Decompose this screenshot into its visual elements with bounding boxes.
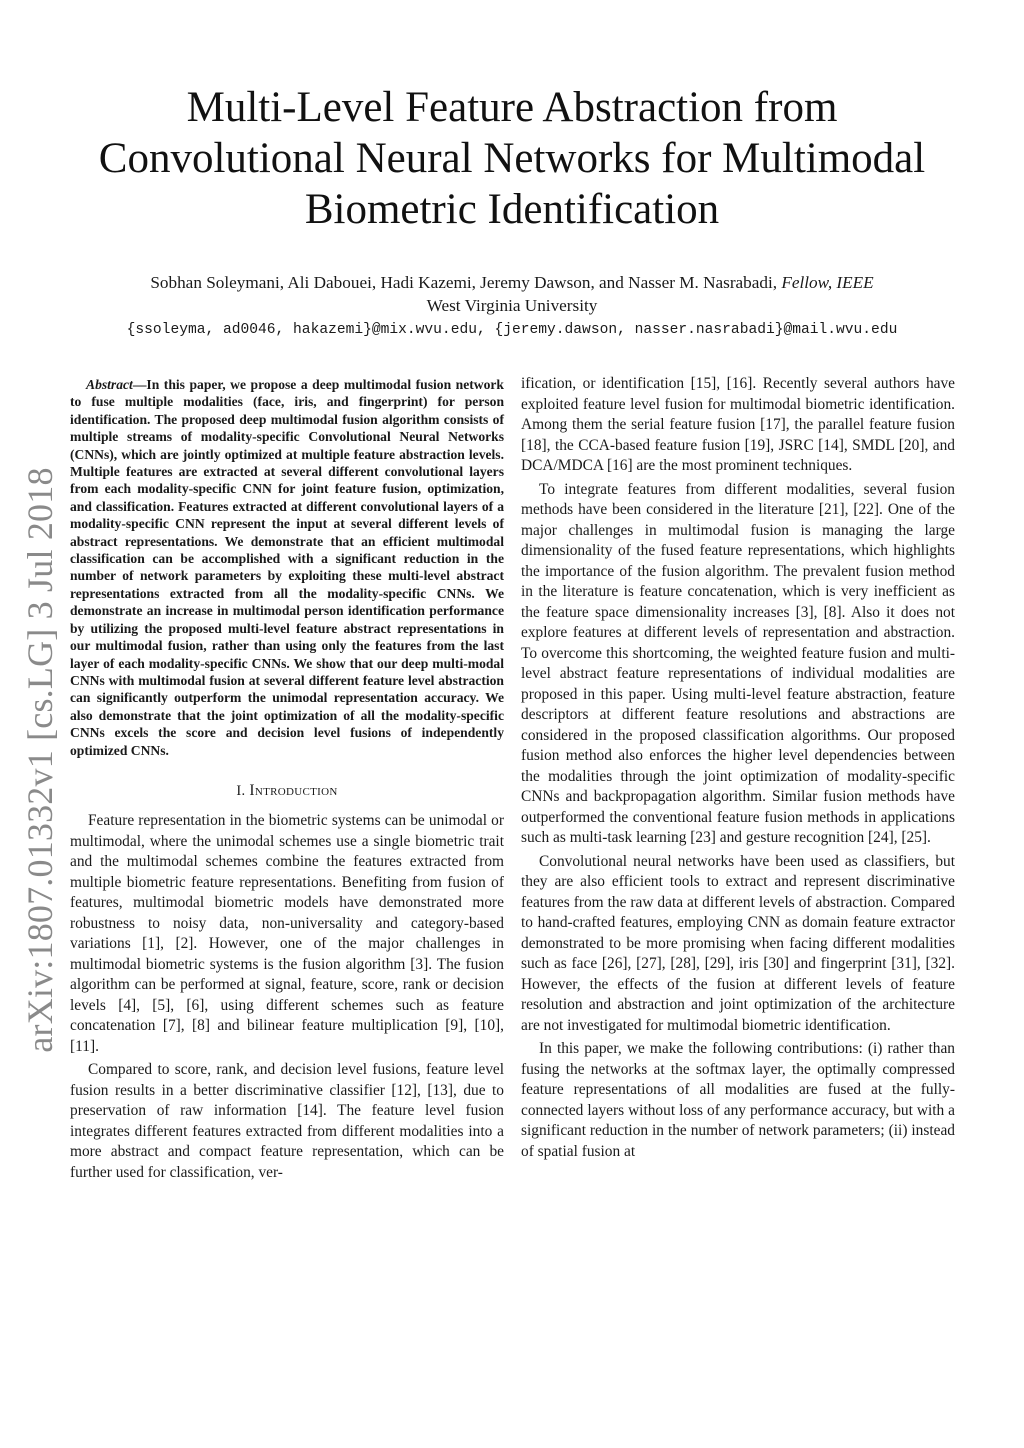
section-heading-introduction: [70, 781, 504, 802]
paragraph: ification, or identification [15], [16]. Recently several authors have exploited feature level fusion for multimodal biometric identification. Among them the serial feature fusion [17], the parallel feature fusion [18], the CCA-based feature fusion [19], JSRC [14], SMDL [20], and DCA/MDCA [16] are the most prominent techniques.: [521, 375, 955, 474]
paragraph: Convolutional neural networks have been used as classifiers, but they are also efficient tools to extract and represent discriminative features from the raw data at different levels of abstraction. Compared to hand-crafted features, employing CNN as domain feature extractor demonstrated to be more promising when facing different modalities such as face [26], [27], [28], [29], iris [30] and fingerprint [31], [32]. However, the effects of the fusion at different levels of feature resolution and abstraction and joint optimization of the architecture are not investigated for multimodal biometric identification.: [521, 852, 955, 1034]
left-column: [70, 374, 504, 1186]
abstract-text: —In this paper, we propose a deep multimodal fusion network to fuse multiple modalities (face, iris, and fingerprint) for person identification. The proposed deep multimodal fusion algorithm consists of multiple streams of modality-specific Convolutional Neural Networks (CNNs), which are jointly optimized at multiple feature abstraction levels. Multiple features are extracted at several different convolutional layers from each modality-specific CNN for joint feature fusion, optimization, and classification. Features extracted at different convolutional layers of a modality-specific CNN represent the input at several different levels of abstract representations. We demonstrate that an efficient multimodal classification can be accomplished with a significant reduction in the number of network parameters by exploiting these multi-level abstract representations extracted from all the modality-specific CNNs. We demonstrate an increase in multimodal person identification performance by utilizing the proposed multi-level feature abstract representations in our multimodal fusion, rather than using only the features from the last layer of each modality-specific CNNs. We show that our deep multi-modal CNNs with multimodal fusion at several different feature level abstraction can significantly outperform the unimodal representation accuracy. We also demonstrate that the joint optimization of all the modality-specific CNNs excels the score and decision level fusions of independently optimized CNNs.: [70, 377, 504, 758]
arxiv-side-label: [0, 0, 60, 1448]
affiliation: West Virginia University: [426, 296, 598, 315]
author-fellow-note: Fellow, IEEE: [781, 273, 874, 292]
right-column: [521, 374, 955, 1165]
arxiv-identifier: arXiv:1807.01332v1 [cs.LG] 3 Jul 2018: [20, 467, 60, 1053]
author-names: Sobhan Soleymani, Ali Dabouei, Hadi Kazemi, Jeremy Dawson, and Nasser M. Nasrabadi,: [150, 273, 778, 292]
paragraph: Compared to score, rank, and decision level fusions, feature level fusion results in a better discriminative classifier [12], [13], due to preservation of raw information [14]. The feature level fusion integrates different features extracted from different modalities into a more abstract and compact feature representation, which can be further used for classification, ver-: [70, 1061, 504, 1181]
author-list: [60, 271, 964, 294]
abstract: [70, 376, 504, 759]
abstract-label: Abstract: [86, 377, 133, 392]
paragraph: To integrate features from different modalities, several fusion methods have been considered in the literature [21], [22]. One of the major challenges in multimodal fusion is managing the large dimensionality of the fused feature representations, which highlights the importance of the fusion algorithm. The prevalent fusion method in the literature is feature concatenation, which is very inefficient as the feature space dimensionality increases [3], [8]. Also it does not explore features at different levels of representation and abstraction. To overcome this shortcoming, the weighted feature fusion and multi-level abstract feature representations of individual modalities are proposed in this paper. Using multi-level feature abstraction, feature descriptors at different feature resolutions and abstractions are considered in the proposed classification algorithms. Our proposed fusion method also enforces the higher level dependencies between the modalities through the joint optimization of modality-specific CNNs and backpropagation algorithm. Similar fusion methods have outperformed the conventional feature fusion methods in applications such as multi-task learning [23] and gesture recognition [24], [25].: [521, 480, 955, 846]
section-title: Introduction: [249, 781, 338, 799]
paragraph: Feature representation in the biometric systems can be unimodal or multimodal, where the unimodal schemes use a single biometric trait and the multimodal schemes combine the features extracted from multiple biometric feature representations. Benefiting from fusion of features, multimodal biometric models have demonstrated more robustness to noisy data, non-universality and category-based variations [1], [2]. However, one of the major challenges in multimodal biometric systems is the fusion algorithm [3]. The fusion algorithm can be performed at signal, feature, score, rank or decision levels [4], [5], [6], using different schemes such as feature concatenation [7], [8] and bilinear feature multiplication [9], [10], [11].: [70, 812, 504, 1055]
paper-title: Multi-Level Feature Abstraction from Convolutional Neural Networks for Multimodal Biometric Identification: [98, 84, 926, 233]
paper-header: [60, 82, 964, 341]
paragraph: In this paper, we make the following contributions: (i) rather than fusing the networks at the softmax layer, the optimally compressed feature representations of all modalities are fused at the fully-connected layers without loss of any performance accuracy, but with a significant reduction in the number of network parameters; (ii) instead of spatial fusion at: [521, 1040, 955, 1160]
author-emails: {ssoleyma, ad0046, hakazemi}@mix.wvu.edu, {jeremy.dawson, nasser.nasrabadi}@mail.wvu.edu: [126, 322, 898, 338]
section-number: I.: [236, 782, 246, 799]
